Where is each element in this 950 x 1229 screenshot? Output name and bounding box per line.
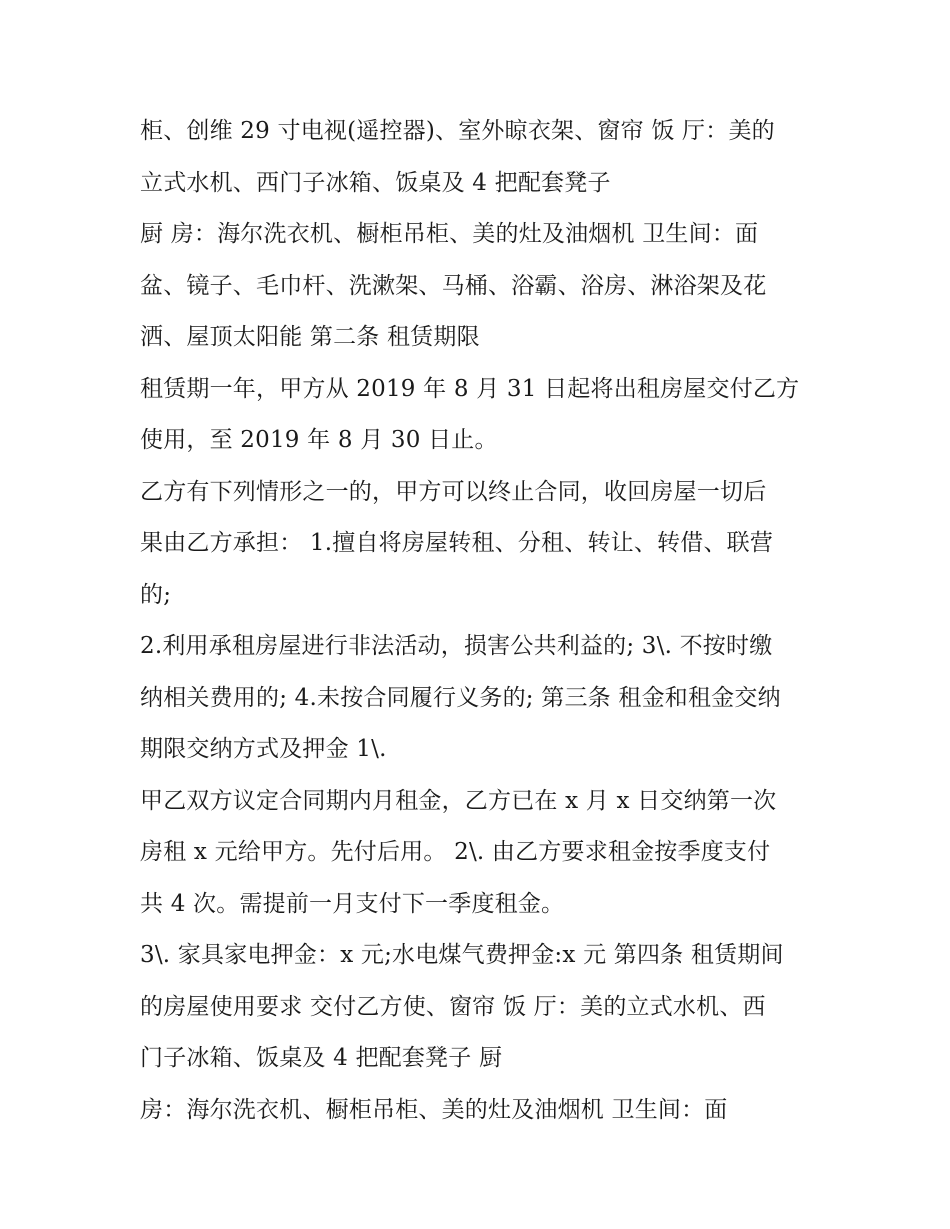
text-line: 柜、创维 29 寸电视(遥控器)、室外晾衣架、窗帘 饭 厅：美的 xyxy=(140,118,775,144)
text-line: 乙方有下列情形之一的，甲方可以终止合同，收回房屋一切后 xyxy=(140,478,767,505)
text-line: 洒、屋顶太阳能 第二条 租赁期限 xyxy=(140,324,480,350)
text-line: 盆、镜子、毛巾杆、洗漱架、马桶、浴霸、浴房、淋浴架及花 xyxy=(140,272,767,299)
text-line: 2.利用承租房屋进行非法活动，损害公共利益的; 3\. 不按时缴 xyxy=(140,633,773,659)
text-line: 果由乙方承担： 1.擅自将房屋转租、分租、转让、转借、联营 xyxy=(140,530,774,556)
text-line: 共 4 次。需提前一月支付下一季度租金。 xyxy=(140,890,565,917)
text-line: 的房屋使用要求 交付乙方使、窗帘 饭 厅：美的立式水机、西 xyxy=(140,993,766,1020)
text-line: 房租 x 元给甲方。先付后用。 2\. 由乙方要求租金按季度支付 xyxy=(140,839,771,865)
document-body xyxy=(140,106,820,1136)
text-line: 期限交纳方式及押金 1\. xyxy=(140,736,387,762)
text-line: 纳相关费用的; 4.未按合同履行义务的; 第三条 租金和租金交纳 xyxy=(140,684,781,711)
text-line: 门子冰箱、饭桌及 4 把配套凳子 厨 xyxy=(140,1045,503,1071)
text-line: 立式水机、西门子冰箱、饭桌及 4 把配套凳子 xyxy=(140,169,611,196)
text-line: 租赁期一年，甲方从 2019 年 8 月 31 日起将出租房屋交付乙方 xyxy=(140,375,800,402)
text-line: 的; xyxy=(140,581,172,608)
text-line: 厨 房：海尔洗衣机、橱柜吊柜、美的灶及油烟机 卫生间：面 xyxy=(140,221,759,247)
text-line: 房：海尔洗衣机、橱柜吊柜、美的灶及油烟机 卫生间：面 xyxy=(140,1096,728,1123)
text-line: 甲乙双方议定合同期内月租金，乙方已在 x 月 x 日交纳第一次 xyxy=(140,787,777,814)
text-line: 使用，至 2019 年 8 月 30 日止。 xyxy=(140,427,498,453)
text-line: 3\. 家具家电押金：x 元;水电煤气费押金:x 元 第四条 租赁期间 xyxy=(140,942,784,968)
